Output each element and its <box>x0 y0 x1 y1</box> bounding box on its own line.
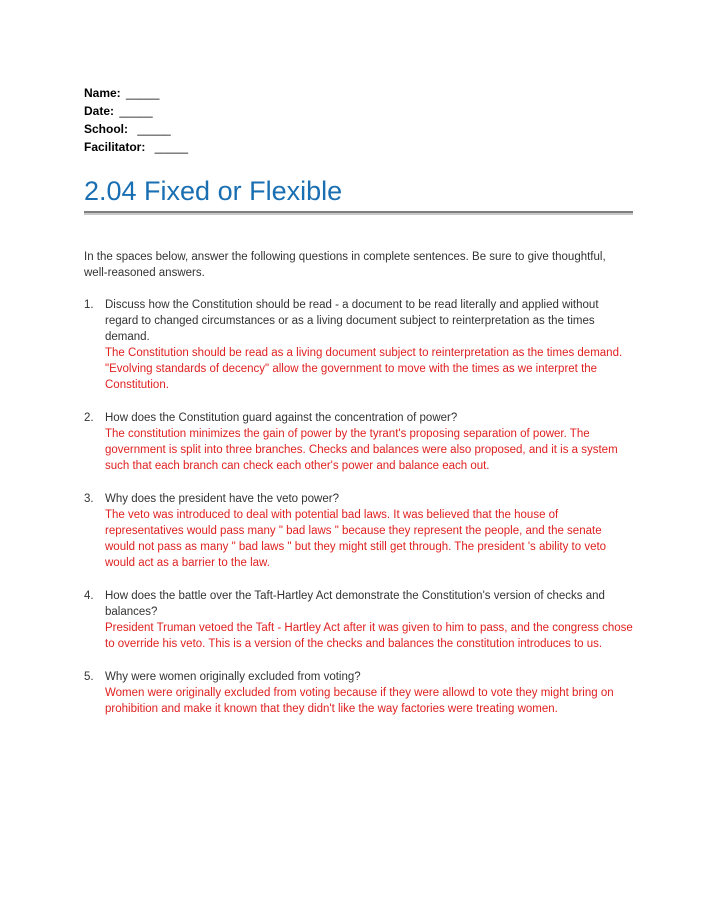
answer-text: The constitution minimizes the gain of power by the tyrant's proposing separation of power. The government is split into three branches. Checks and balances were also proposed, and it is a system such that each branch can check each other's power and balance each out. <box>105 428 618 472</box>
name-blank: _____ <box>126 86 160 100</box>
question-text: Why were women originally excluded from voting? <box>105 671 361 683</box>
question-text: How does the Constitution guard against the concentration of power? <box>105 412 458 424</box>
name-field <box>84 84 188 102</box>
answer-text: The Constitution should be read as a living document subject to reinterpretation as the times demand. "Evolving standards of decency" allow the government to move with the times as we interpret the Constitution. <box>105 347 623 391</box>
facilitator-field <box>84 138 188 156</box>
question-number: 2. <box>84 412 94 424</box>
school-label: School: <box>84 122 128 136</box>
question-item-4 <box>84 588 634 652</box>
school-field <box>84 120 188 138</box>
question-item-1 <box>84 297 634 393</box>
question-text: Discuss how the Constitution should be read - a document to be read literally and applied without regard to changed circumstances or as a living document subject to reinterpretation as the times demand. <box>105 299 599 343</box>
date-label: Date: <box>84 104 115 118</box>
facilitator-blank: _____ <box>154 140 189 154</box>
header-fields <box>84 84 188 156</box>
answer-text: Women were originally excluded from voting because if they were allowd to vote they might bring on prohibition and make it known that they didn't like the way factories were treating women. <box>105 687 614 715</box>
date-blank: _____ <box>119 104 153 118</box>
question-number: 5. <box>84 671 94 683</box>
question-item-3 <box>84 491 634 571</box>
question-text: Why does the president have the veto power? <box>105 493 339 505</box>
question-item-5 <box>84 669 634 717</box>
answer-text: President Truman vetoed the Taft - Hartley Act after it was given to him to pass, and the congress chose to override his veto. This is a version of the checks and balances the constitution introduces to us. <box>105 622 633 650</box>
page-title: 2.04 Fixed or Flexible <box>84 176 343 206</box>
question-number: 3. <box>84 493 94 505</box>
question-item-2 <box>84 410 634 474</box>
school-blank: _____ <box>137 122 171 136</box>
question-text: How does the battle over the Taft-Hartley Act demonstrate the Constitution's version of checks and balances? <box>105 590 605 618</box>
question-number: 4. <box>84 590 94 602</box>
name-label: Name: <box>84 86 121 100</box>
facilitator-label: Facilitator: <box>84 140 146 154</box>
answer-text: The veto was introduced to deal with potential bad laws. It was believed that the house of representatives would pass many " bad laws " because they represent the people, and the senate would not pass as many " bad laws " but they might still get through. The president 's ability to veto would act as a barrier to the law. <box>105 509 607 569</box>
date-field <box>84 102 188 120</box>
instructions-text: In the spaces below, answer the following questions in complete sentences. Be sure to give thoughtful, well-reasoned answers. <box>84 251 606 279</box>
question-number: 1. <box>84 299 94 311</box>
question-list <box>84 297 634 734</box>
title-divider <box>84 211 633 215</box>
